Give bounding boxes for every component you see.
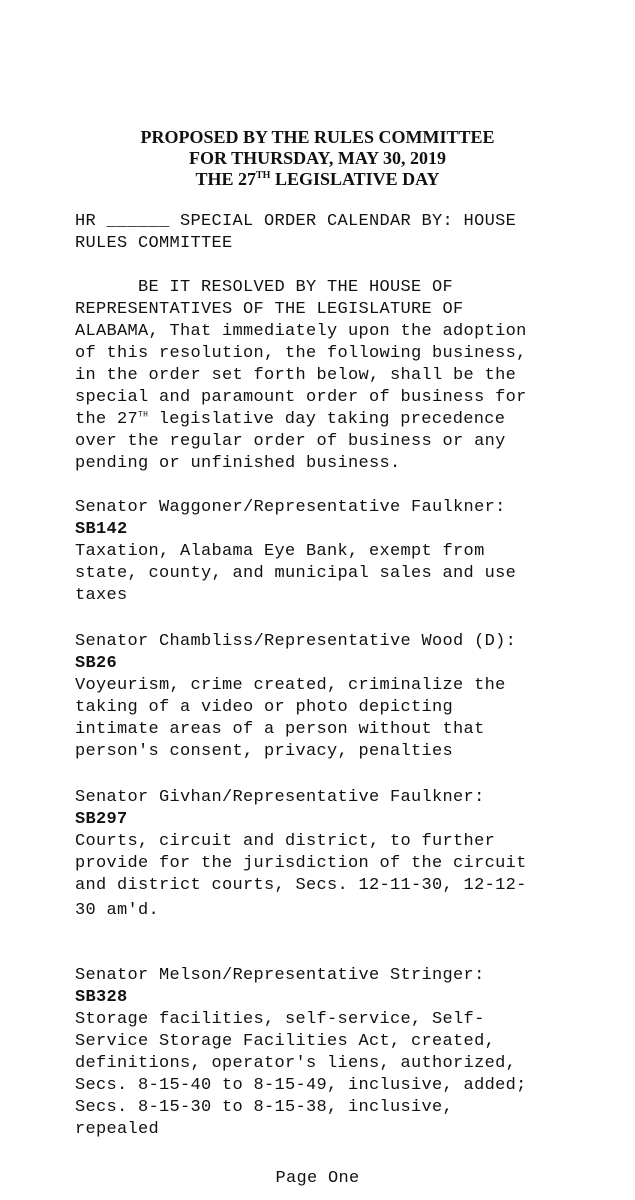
bill-description-line: state, county, and municipal sales and use — [75, 564, 517, 583]
bill-description-line: Courts, circuit and district, to further — [75, 832, 496, 851]
bill-number: SB142 — [75, 520, 128, 539]
resolution-line: special and paramount order of business for — [75, 388, 527, 407]
bill-description-line: 30 am'd. — [75, 901, 160, 920]
bill-description-line: Secs. 8-15-30 to 8-15-38, inclusive, — [75, 1098, 454, 1117]
bill-description-line: repealed — [75, 1120, 160, 1139]
resolution-line: in the order set forth below, shall be the — [75, 366, 517, 385]
bill-description-line: person's consent, privacy, penalties — [75, 742, 454, 761]
bill-sponsors: Senator Chambliss/Representative Wood (D): — [75, 632, 517, 651]
bill-number: SB26 — [75, 654, 118, 673]
hr-title-line-1: HR ______ SPECIAL ORDER CALENDAR BY: HOUSE — [75, 212, 517, 231]
bill-description-line: intimate areas of a person without that — [75, 720, 485, 739]
bill-number: SB328 — [75, 988, 128, 1007]
bill-number: SB297 — [75, 810, 128, 829]
bill-description-line: provide for the jurisdiction of the circuit — [75, 854, 527, 873]
resolution-line: pending or unfinished business. — [75, 454, 401, 473]
hr-title-line-2: RULES COMMITTEE — [75, 234, 233, 253]
resolution-line: over the regular order of business or any — [75, 432, 506, 451]
resolution-line: of this resolution, the following business, — [75, 344, 527, 363]
resolution-line: BE IT RESOLVED BY THE HOUSE OF — [75, 278, 454, 297]
bill-sponsors: Senator Givhan/Representative Faulkner: — [75, 788, 485, 807]
document-header — [0, 127, 635, 190]
bill-description-line: Voyeurism, crime created, criminalize the — [75, 676, 506, 695]
header-line-date: FOR THURSDAY, MAY 30, 2019 — [188, 148, 447, 168]
resolution-line: REPRESENTATIVES OF THE LEGISLATURE OF — [75, 300, 464, 319]
bill-description-line: taxes — [75, 586, 128, 605]
resolution-line: the 27TH legislative day taking precedence — [75, 410, 506, 429]
bill-sponsors: Senator Melson/Representative Stringer: — [75, 966, 485, 985]
bill-description-line: and district courts, Secs. 12-11-30, 12-12- — [75, 876, 527, 895]
header-line-committee: PROPOSED BY THE RULES COMMITTEE — [140, 127, 495, 147]
bill-description-line: Service Storage Facilities Act, created, — [75, 1032, 496, 1051]
bill-description-line: Storage facilities, self-service, Self- — [75, 1010, 485, 1029]
bill-description-line: Secs. 8-15-40 to 8-15-49, inclusive, added; — [75, 1076, 527, 1095]
page-number: Page One — [275, 1169, 360, 1188]
header-line-legislative-day: THE 27TH LEGISLATIVE DAY — [195, 169, 440, 189]
bill-description-line: Taxation, Alabama Eye Bank, exempt from — [75, 542, 485, 561]
bill-description-line: taking of a video or photo depicting — [75, 698, 454, 717]
bill-sponsors: Senator Waggoner/Representative Faulkner: — [75, 498, 506, 517]
bill-description-line: definitions, operator's liens, authorized, — [75, 1054, 517, 1073]
resolution-line: ALABAMA, That immediately upon the adoption — [75, 322, 527, 341]
